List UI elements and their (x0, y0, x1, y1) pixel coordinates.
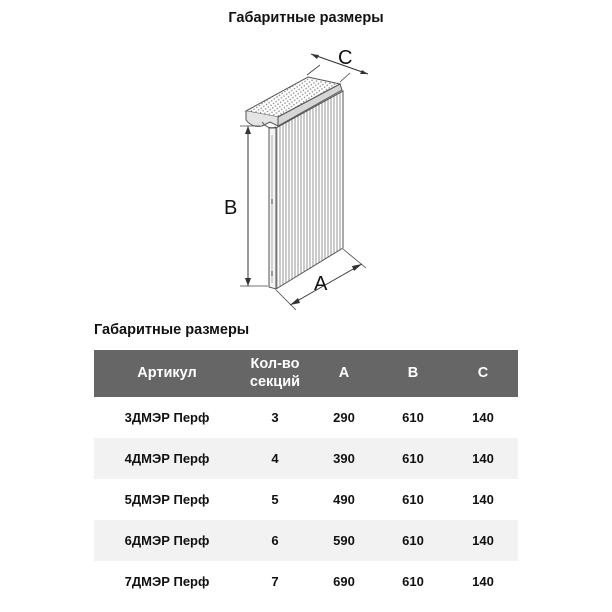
table-row (94, 438, 518, 479)
header-article: Артикул (137, 364, 197, 381)
header-sections: Кол-во секций (249, 356, 301, 390)
cell-a: 490 (333, 491, 355, 507)
cell-a: 290 (333, 409, 355, 425)
cell-a: 590 (333, 532, 355, 548)
cell-a: 690 (333, 573, 355, 589)
cell-b: 610 (402, 450, 424, 466)
dimension-b (224, 126, 268, 286)
dimension-b-label: B (224, 197, 238, 219)
cell-article: 5ДМЭР Перф (124, 491, 210, 507)
cell-sections: 3 (271, 409, 279, 425)
cell-article: 4ДМЭР Перф (124, 450, 210, 466)
header-a: A (338, 364, 350, 381)
cell-sections: 4 (271, 450, 279, 466)
cell-b: 610 (402, 532, 424, 548)
cell-article: 6ДМЭР Перф (124, 532, 210, 548)
dimensions-table (94, 350, 518, 602)
cell-b: 610 (402, 491, 424, 507)
side-edge (269, 128, 276, 289)
cell-a: 390 (333, 450, 355, 466)
dimension-drawing (200, 40, 390, 310)
cell-c: 140 (472, 532, 494, 548)
table-title: Габаритные размеры (94, 322, 250, 338)
cell-article: 7ДМЭР Перф (124, 573, 210, 589)
table-row (94, 561, 518, 602)
cell-c: 140 (472, 450, 494, 466)
table-row (94, 520, 518, 561)
dimension-a-label: A (314, 273, 328, 295)
cell-c: 140 (472, 491, 494, 507)
header-b: B (407, 364, 419, 381)
radiator-cover-drawing (200, 40, 390, 310)
cell-c: 140 (472, 409, 494, 425)
cell-sections: 6 (271, 532, 279, 548)
dimension-c-label: C (338, 47, 353, 69)
cell-sections: 5 (271, 491, 279, 507)
cell-b: 610 (402, 409, 424, 425)
table-row (94, 397, 518, 438)
cell-article: 3ДМЭР Перф (124, 409, 210, 425)
dimension-c (307, 47, 368, 82)
header-c: C (477, 364, 489, 381)
cell-sections: 7 (271, 573, 279, 589)
cell-b: 610 (402, 573, 424, 589)
table-header (94, 350, 518, 397)
drawing-title: Габаритные размеры (228, 10, 384, 26)
cell-c: 140 (472, 573, 494, 589)
table-row (94, 479, 518, 520)
